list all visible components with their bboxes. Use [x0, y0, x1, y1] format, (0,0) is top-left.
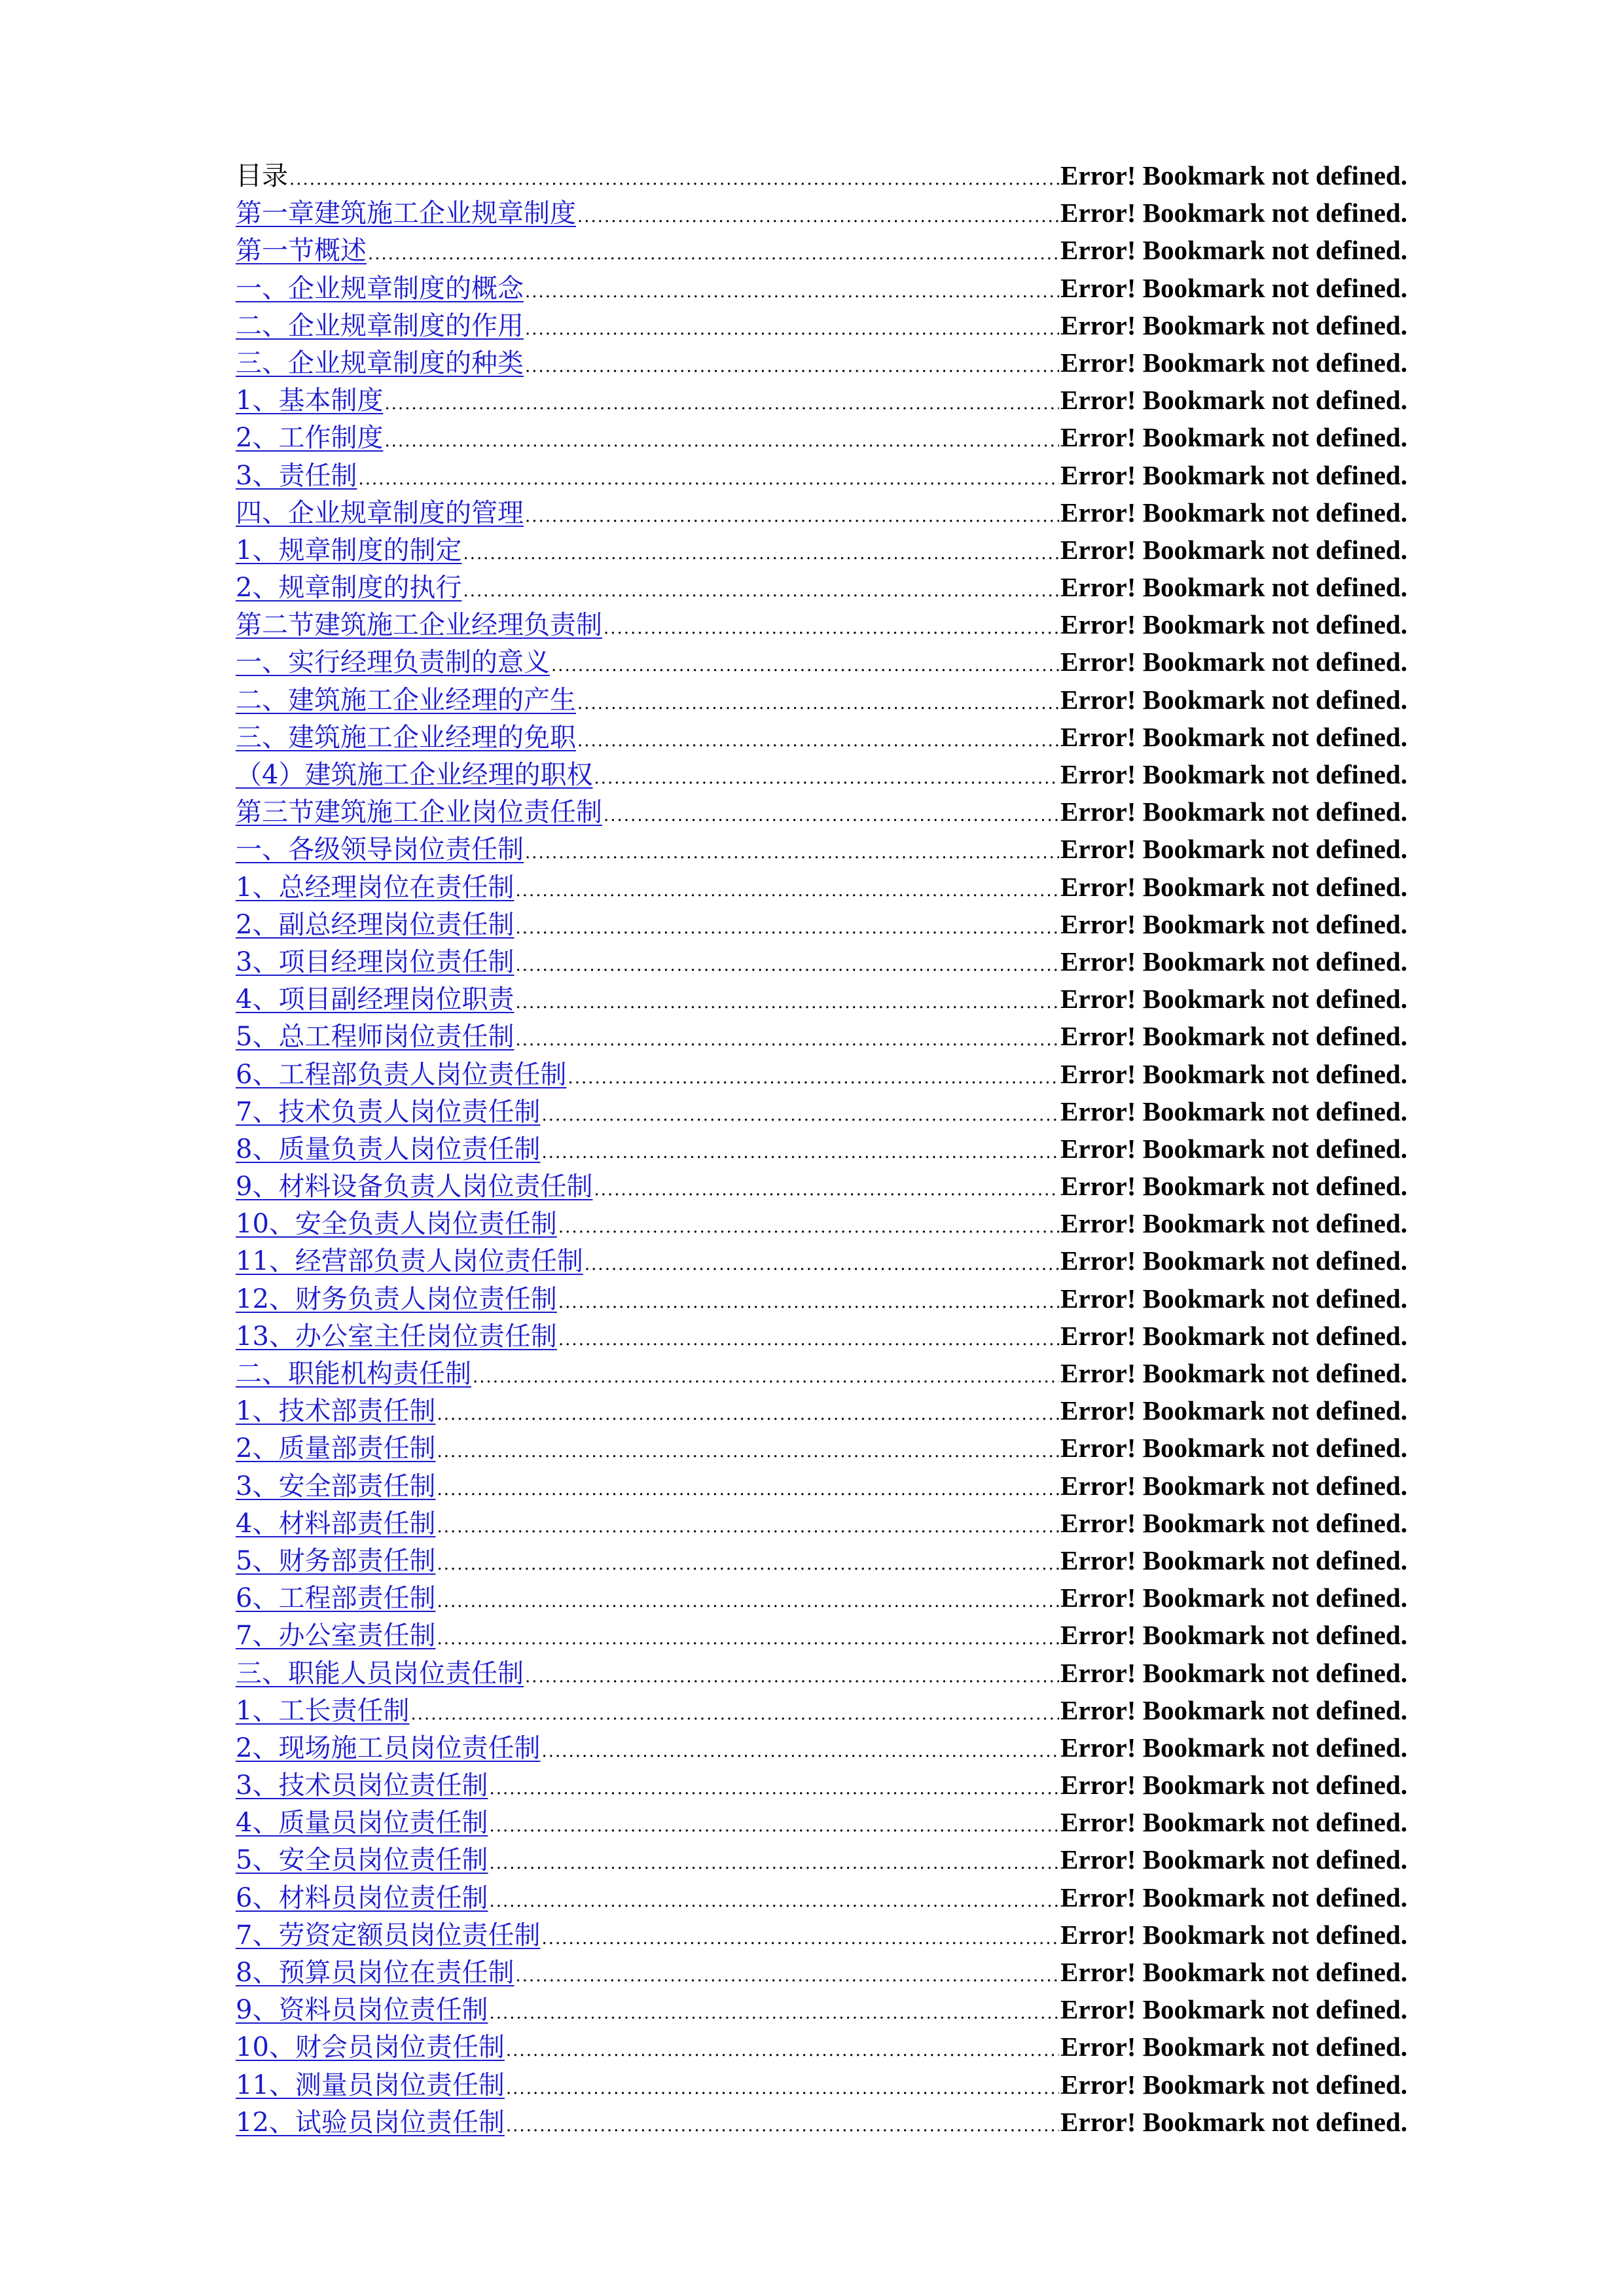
- dot-leader: [558, 1209, 1059, 1246]
- page-reference-error: Error! Bookmark not defined.: [1060, 1882, 1407, 1912]
- toc-entry[interactable]: [236, 494, 1407, 531]
- toc-entry[interactable]: [236, 457, 1407, 494]
- dot-leader: [463, 573, 1059, 610]
- toc-entry-link[interactable]: 二、企业规章制度的作用: [236, 310, 524, 341]
- page-reference-error: Error! Bookmark not defined.: [1060, 534, 1407, 565]
- page-reference-error: Error! Bookmark not defined.: [1060, 1583, 1407, 1613]
- toc-entry-link[interactable]: 7、办公室责任制: [236, 1621, 436, 1651]
- toc-entry[interactable]: [236, 1429, 1407, 1467]
- toc-entry[interactable]: [236, 2066, 1407, 2104]
- page-reference-error: Error! Bookmark not defined.: [1060, 721, 1407, 752]
- toc-entry[interactable]: [236, 1093, 1407, 1130]
- toc-entry[interactable]: [236, 1767, 1407, 1804]
- page-reference-error: Error! Bookmark not defined.: [1060, 272, 1407, 303]
- dot-leader: [437, 1396, 1059, 1433]
- toc-entry-link[interactable]: 13、办公室主任岗位责任制: [236, 1321, 557, 1352]
- toc-entry-link[interactable]: 10、安全负责人岗位责任制: [236, 1209, 557, 1240]
- page-reference-error: Error! Bookmark not defined.: [1060, 1133, 1407, 1164]
- page-reference-error: Error! Bookmark not defined.: [1060, 1507, 1407, 1538]
- dot-leader: [558, 1321, 1059, 1359]
- page-reference-error: Error! Bookmark not defined.: [1060, 1395, 1407, 1426]
- page-reference-error: Error! Bookmark not defined.: [1060, 1470, 1407, 1501]
- page-reference-error: Error! Bookmark not defined.: [1060, 834, 1407, 865]
- dot-leader: [463, 535, 1059, 573]
- page-reference-error: Error! Bookmark not defined.: [1060, 1732, 1407, 1763]
- dot-leader: [551, 647, 1059, 685]
- dot-leader: [506, 2032, 1059, 2070]
- dot-leader: [594, 760, 1059, 797]
- toc-entry[interactable]: [236, 681, 1407, 719]
- toc-entry-link[interactable]: 2、现场施工员岗位责任制: [236, 1732, 541, 1763]
- toc-entry[interactable]: [236, 980, 1407, 1018]
- toc-entry-link[interactable]: 二、职能机构责任制: [236, 1359, 471, 1389]
- toc-entry[interactable]: [236, 1729, 1407, 1767]
- page-reference-error: Error! Bookmark not defined.: [1060, 1844, 1407, 1875]
- page-reference-error: Error! Bookmark not defined.: [1060, 2032, 1407, 2062]
- toc-entry-link[interactable]: 5、财务部责任制: [236, 1545, 436, 1576]
- toc-entry-link[interactable]: 9、材料设备负责人岗位责任制: [236, 1172, 593, 1202]
- toc-entry-link[interactable]: 3、项目经理岗位责任制: [236, 946, 514, 977]
- toc-entry[interactable]: [236, 1916, 1407, 1954]
- toc-entry-link[interactable]: 6、工程部责任制: [236, 1583, 436, 1614]
- toc-entry-link[interactable]: 5、总工程师岗位责任制: [236, 1022, 514, 1052]
- toc-entry-link[interactable]: 1、技术部责任制: [236, 1396, 436, 1427]
- dot-leader: [568, 1060, 1059, 1097]
- toc-entry[interactable]: [236, 906, 1407, 943]
- dot-leader: [384, 423, 1059, 460]
- toc-entry-link[interactable]: 四、企业规章制度的管理: [236, 497, 524, 528]
- toc-entry[interactable]: [236, 1392, 1407, 1429]
- toc-entry[interactable]: [236, 307, 1407, 344]
- toc-entry[interactable]: [236, 1318, 1407, 1355]
- dot-leader: [489, 1995, 1059, 2032]
- toc-entry[interactable]: [236, 1841, 1407, 1878]
- dot-leader: [525, 498, 1059, 535]
- toc-entry-link[interactable]: 11、测量员岗位责任制: [236, 2070, 505, 2100]
- toc-entry[interactable]: [236, 756, 1407, 793]
- dot-leader: [368, 236, 1059, 273]
- toc-entry-link[interactable]: （4）建筑施工企业经理的职权: [236, 760, 593, 790]
- dot-leader: [525, 1659, 1059, 1696]
- dot-leader: [515, 1958, 1059, 1995]
- toc-entry[interactable]: [236, 1130, 1407, 1168]
- toc-entry-link[interactable]: 9、资料员岗位责任制: [236, 1995, 488, 2026]
- dot-leader: [489, 1845, 1059, 1882]
- toc-entry-link[interactable]: 1、工长责任制: [236, 1695, 410, 1726]
- toc-entry[interactable]: [236, 270, 1407, 307]
- dot-leader: [577, 723, 1059, 760]
- page-reference-error: Error! Bookmark not defined.: [1060, 1058, 1407, 1089]
- dot-leader: [558, 1284, 1059, 1321]
- toc-entry-link[interactable]: 三、建筑施工企业经理的免职: [236, 722, 576, 753]
- page-reference-error: Error! Bookmark not defined.: [1060, 1994, 1407, 2025]
- toc-entry[interactable]: [236, 2104, 1407, 2141]
- toc-entry[interactable]: [236, 1467, 1407, 1505]
- page-reference-error: Error! Bookmark not defined.: [1060, 684, 1407, 715]
- toc-entry-link[interactable]: 2、副总经理岗位责任制: [236, 909, 514, 940]
- dot-leader: [525, 274, 1059, 311]
- page-reference-error: Error! Bookmark not defined.: [1060, 1620, 1407, 1651]
- toc-entry-link[interactable]: 4、材料部责任制: [236, 1508, 436, 1539]
- toc-entry-link[interactable]: 第三节建筑施工企业岗位责任制: [236, 797, 602, 828]
- toc-entry-link[interactable]: 6、材料员岗位责任制: [236, 1882, 488, 1913]
- page-reference-error: Error! Bookmark not defined.: [1060, 1919, 1407, 1950]
- toc-entry-link[interactable]: 12、试验员岗位责任制: [236, 2107, 505, 2138]
- toc-entry-link[interactable]: 1、规章制度的制定: [236, 535, 462, 565]
- toc-entry-link[interactable]: 1、总经理岗位在责任制: [236, 872, 514, 903]
- page-reference-error: Error! Bookmark not defined.: [1060, 1171, 1407, 1202]
- toc-entry-link[interactable]: 第二节建筑施工企业经理负责制: [236, 610, 602, 641]
- toc-entry-link[interactable]: 一、企业规章制度的概念: [236, 273, 524, 304]
- toc-entry-link[interactable]: 第一章建筑施工企业规章制度: [236, 198, 576, 229]
- toc-entry-link[interactable]: 11、经营部负责人岗位责任制: [236, 1246, 583, 1277]
- page-reference-error: Error! Bookmark not defined.: [1060, 759, 1407, 789]
- page-reference-error: Error! Bookmark not defined.: [1060, 497, 1407, 528]
- dot-leader: [525, 311, 1059, 348]
- page-reference-error: Error! Bookmark not defined.: [1060, 908, 1407, 939]
- toc-entry[interactable]: [236, 1505, 1407, 1542]
- page-reference-error: Error! Bookmark not defined.: [1060, 797, 1407, 827]
- dot-leader: [410, 1696, 1059, 1733]
- toc-entry[interactable]: [236, 1056, 1407, 1093]
- toc-entry-link[interactable]: 三、职能人员岗位责任制: [236, 1658, 524, 1689]
- toc-entry-link[interactable]: 一、各级领导岗位责任制: [236, 834, 524, 865]
- toc-entry-link[interactable]: 4、项目副经理岗位职责: [236, 984, 514, 1015]
- toc-entry[interactable]: [236, 344, 1407, 382]
- toc-entry-link[interactable]: 8、预算员岗位在责任制: [236, 1958, 514, 1988]
- toc-entry-link[interactable]: 2、工作制度: [236, 423, 384, 454]
- dot-leader: [384, 386, 1059, 423]
- toc-entry[interactable]: [236, 793, 1407, 831]
- toc-entry[interactable]: [236, 606, 1407, 643]
- toc-entry-link[interactable]: 7、劳资定额员岗位责任制: [236, 1920, 541, 1950]
- dot-leader: [604, 797, 1059, 834]
- toc-entry[interactable]: [236, 943, 1407, 980]
- page-reference-error: Error! Bookmark not defined.: [1060, 984, 1407, 1014]
- dot-leader: [437, 1546, 1059, 1583]
- page-reference-error: Error! Bookmark not defined.: [1060, 1358, 1407, 1388]
- dot-leader: [577, 685, 1059, 723]
- page-reference-error: Error! Bookmark not defined.: [1060, 946, 1407, 977]
- toc-entry[interactable]: [236, 1655, 1407, 1692]
- page-reference-error: Error! Bookmark not defined.: [1060, 1545, 1407, 1575]
- toc-entry-link[interactable]: 4、质量员岗位责任制: [236, 1808, 488, 1839]
- toc-entry[interactable]: [236, 719, 1407, 756]
- toc-entry[interactable]: [236, 1280, 1407, 1318]
- page-reference-error: Error! Bookmark not defined.: [1060, 1208, 1407, 1239]
- toc-entry-link[interactable]: 3、安全部责任制: [236, 1471, 436, 1501]
- toc-title: 目录: [236, 161, 288, 191]
- dot-leader: [506, 2108, 1059, 2145]
- page-reference-error: Error! Bookmark not defined.: [1060, 1433, 1407, 1463]
- toc-entry[interactable]: [236, 1804, 1407, 1841]
- dot-leader: [437, 1621, 1059, 1658]
- toc-entry-link[interactable]: 第一节概述: [236, 236, 367, 266]
- toc-entry-link[interactable]: 2、规章制度的执行: [236, 573, 462, 603]
- toc-entry-link[interactable]: 7、技术负责人岗位责任制: [236, 1096, 541, 1127]
- toc-entry: [236, 157, 1407, 194]
- dot-leader: [604, 610, 1059, 647]
- dot-leader: [437, 1509, 1059, 1546]
- toc-entry[interactable]: [236, 1168, 1407, 1205]
- page-reference-error: Error! Bookmark not defined.: [1060, 647, 1407, 677]
- toc-entry-link[interactable]: 2、质量部责任制: [236, 1433, 436, 1464]
- dot-leader: [525, 348, 1059, 386]
- toc-entry-link[interactable]: 3、责任制: [236, 460, 357, 491]
- page-reference-error: Error! Bookmark not defined.: [1060, 871, 1407, 902]
- dot-leader: [541, 1097, 1059, 1134]
- toc-entry-link[interactable]: 二、建筑施工企业经理的产生: [236, 685, 576, 715]
- dot-leader: [541, 1920, 1059, 1958]
- toc-entry-link[interactable]: 12、财务负责人岗位责任制: [236, 1283, 557, 1314]
- page-reference-error: Error! Bookmark not defined.: [1060, 347, 1407, 378]
- toc-entry-link[interactable]: 三、企业规章制度的种类: [236, 348, 524, 378]
- dot-leader: [594, 1172, 1059, 1209]
- dot-leader: [437, 1583, 1059, 1621]
- dot-leader: [358, 461, 1059, 498]
- toc-entry[interactable]: [236, 1692, 1407, 1729]
- dot-leader: [515, 947, 1059, 984]
- page-reference-error: Error! Bookmark not defined.: [1060, 235, 1407, 266]
- dot-leader: [489, 1883, 1059, 1920]
- page-reference-error: Error! Bookmark not defined.: [1060, 385, 1407, 416]
- dot-leader: [289, 161, 1059, 198]
- toc-entry-link[interactable]: 10、财会员岗位责任制: [236, 2032, 505, 2063]
- toc-entry[interactable]: [236, 1954, 1407, 1991]
- toc-entry[interactable]: [236, 1879, 1407, 1916]
- page-reference-error: Error! Bookmark not defined.: [1060, 2069, 1407, 2100]
- dot-leader: [489, 1808, 1059, 1845]
- dot-leader: [541, 1733, 1059, 1770]
- dot-leader: [525, 834, 1059, 872]
- toc-entry[interactable]: [236, 232, 1407, 269]
- toc-entry[interactable]: [236, 1617, 1407, 1654]
- dot-leader: [437, 1471, 1059, 1509]
- toc-entry[interactable]: [236, 831, 1407, 868]
- toc-entry[interactable]: [236, 531, 1407, 569]
- dot-leader: [541, 1134, 1059, 1172]
- dot-leader: [515, 984, 1059, 1022]
- dot-leader: [437, 1433, 1059, 1471]
- dot-leader: [515, 872, 1059, 910]
- toc-entry[interactable]: [236, 1991, 1407, 2028]
- toc-entry-link[interactable]: 6、工程部负责人岗位责任制: [236, 1059, 567, 1090]
- page-reference-error: Error! Bookmark not defined.: [1060, 2106, 1407, 2137]
- page-reference-error: Error! Bookmark not defined.: [1060, 1021, 1407, 1052]
- toc-entry[interactable]: [236, 869, 1407, 906]
- dot-leader: [585, 1246, 1059, 1283]
- page-reference-error: Error! Bookmark not defined.: [1060, 422, 1407, 453]
- dot-leader: [506, 2070, 1059, 2108]
- toc-entry[interactable]: [236, 1018, 1407, 1055]
- dot-leader: [473, 1359, 1059, 1396]
- toc-entry[interactable]: [236, 643, 1407, 681]
- toc-entry[interactable]: [236, 2028, 1407, 2066]
- toc-entry-link[interactable]: 3、技术员岗位责任制: [236, 1770, 488, 1801]
- page-reference-error: Error! Bookmark not defined.: [1060, 198, 1407, 228]
- dot-leader: [489, 1770, 1059, 1808]
- page-reference-error: Error! Bookmark not defined.: [1060, 310, 1407, 340]
- page-reference-error: Error! Bookmark not defined.: [1060, 1807, 1407, 1838]
- page-reference-error: Error! Bookmark not defined.: [1060, 1246, 1407, 1276]
- page-reference-error: Error! Bookmark not defined.: [1060, 459, 1407, 490]
- page-reference-error: Error! Bookmark not defined.: [1060, 1657, 1407, 1688]
- page-reference-error: Error! Bookmark not defined.: [1060, 609, 1407, 640]
- toc-entry-link[interactable]: 一、实行经理负责制的意义: [236, 647, 550, 678]
- toc-entry[interactable]: [236, 194, 1407, 232]
- dot-leader: [577, 198, 1059, 236]
- toc-entry[interactable]: [236, 1355, 1407, 1392]
- toc-entry-link[interactable]: 1、基本制度: [236, 386, 384, 416]
- toc-entry[interactable]: [236, 569, 1407, 606]
- toc-entry[interactable]: [236, 1542, 1407, 1579]
- table-of-contents: [236, 157, 1407, 2141]
- page-reference-error: Error! Bookmark not defined.: [1060, 1695, 1407, 1725]
- page-reference-error: Error! Bookmark not defined.: [1060, 1957, 1407, 1987]
- page-reference-error: Error! Bookmark not defined.: [1060, 1283, 1407, 1314]
- page-reference-error: Error! Bookmark not defined.: [1060, 1096, 1407, 1126]
- toc-entry[interactable]: [236, 1205, 1407, 1242]
- dot-leader: [515, 910, 1059, 947]
- toc-entry[interactable]: [236, 382, 1407, 419]
- toc-entry-link[interactable]: 8、质量负责人岗位责任制: [236, 1134, 541, 1164]
- toc-entry[interactable]: [236, 419, 1407, 456]
- dot-leader: [515, 1022, 1059, 1059]
- toc-entry[interactable]: [236, 1242, 1407, 1280]
- page-reference-error: Error! Bookmark not defined.: [1060, 572, 1407, 603]
- toc-entry-link[interactable]: 5、安全员岗位责任制: [236, 1845, 488, 1876]
- page-reference-error: Error! Bookmark not defined.: [1060, 160, 1407, 190]
- page-reference-error: Error! Bookmark not defined.: [1060, 1770, 1407, 1801]
- page-reference-error: Error! Bookmark not defined.: [1060, 1320, 1407, 1351]
- toc-entry[interactable]: [236, 1579, 1407, 1617]
